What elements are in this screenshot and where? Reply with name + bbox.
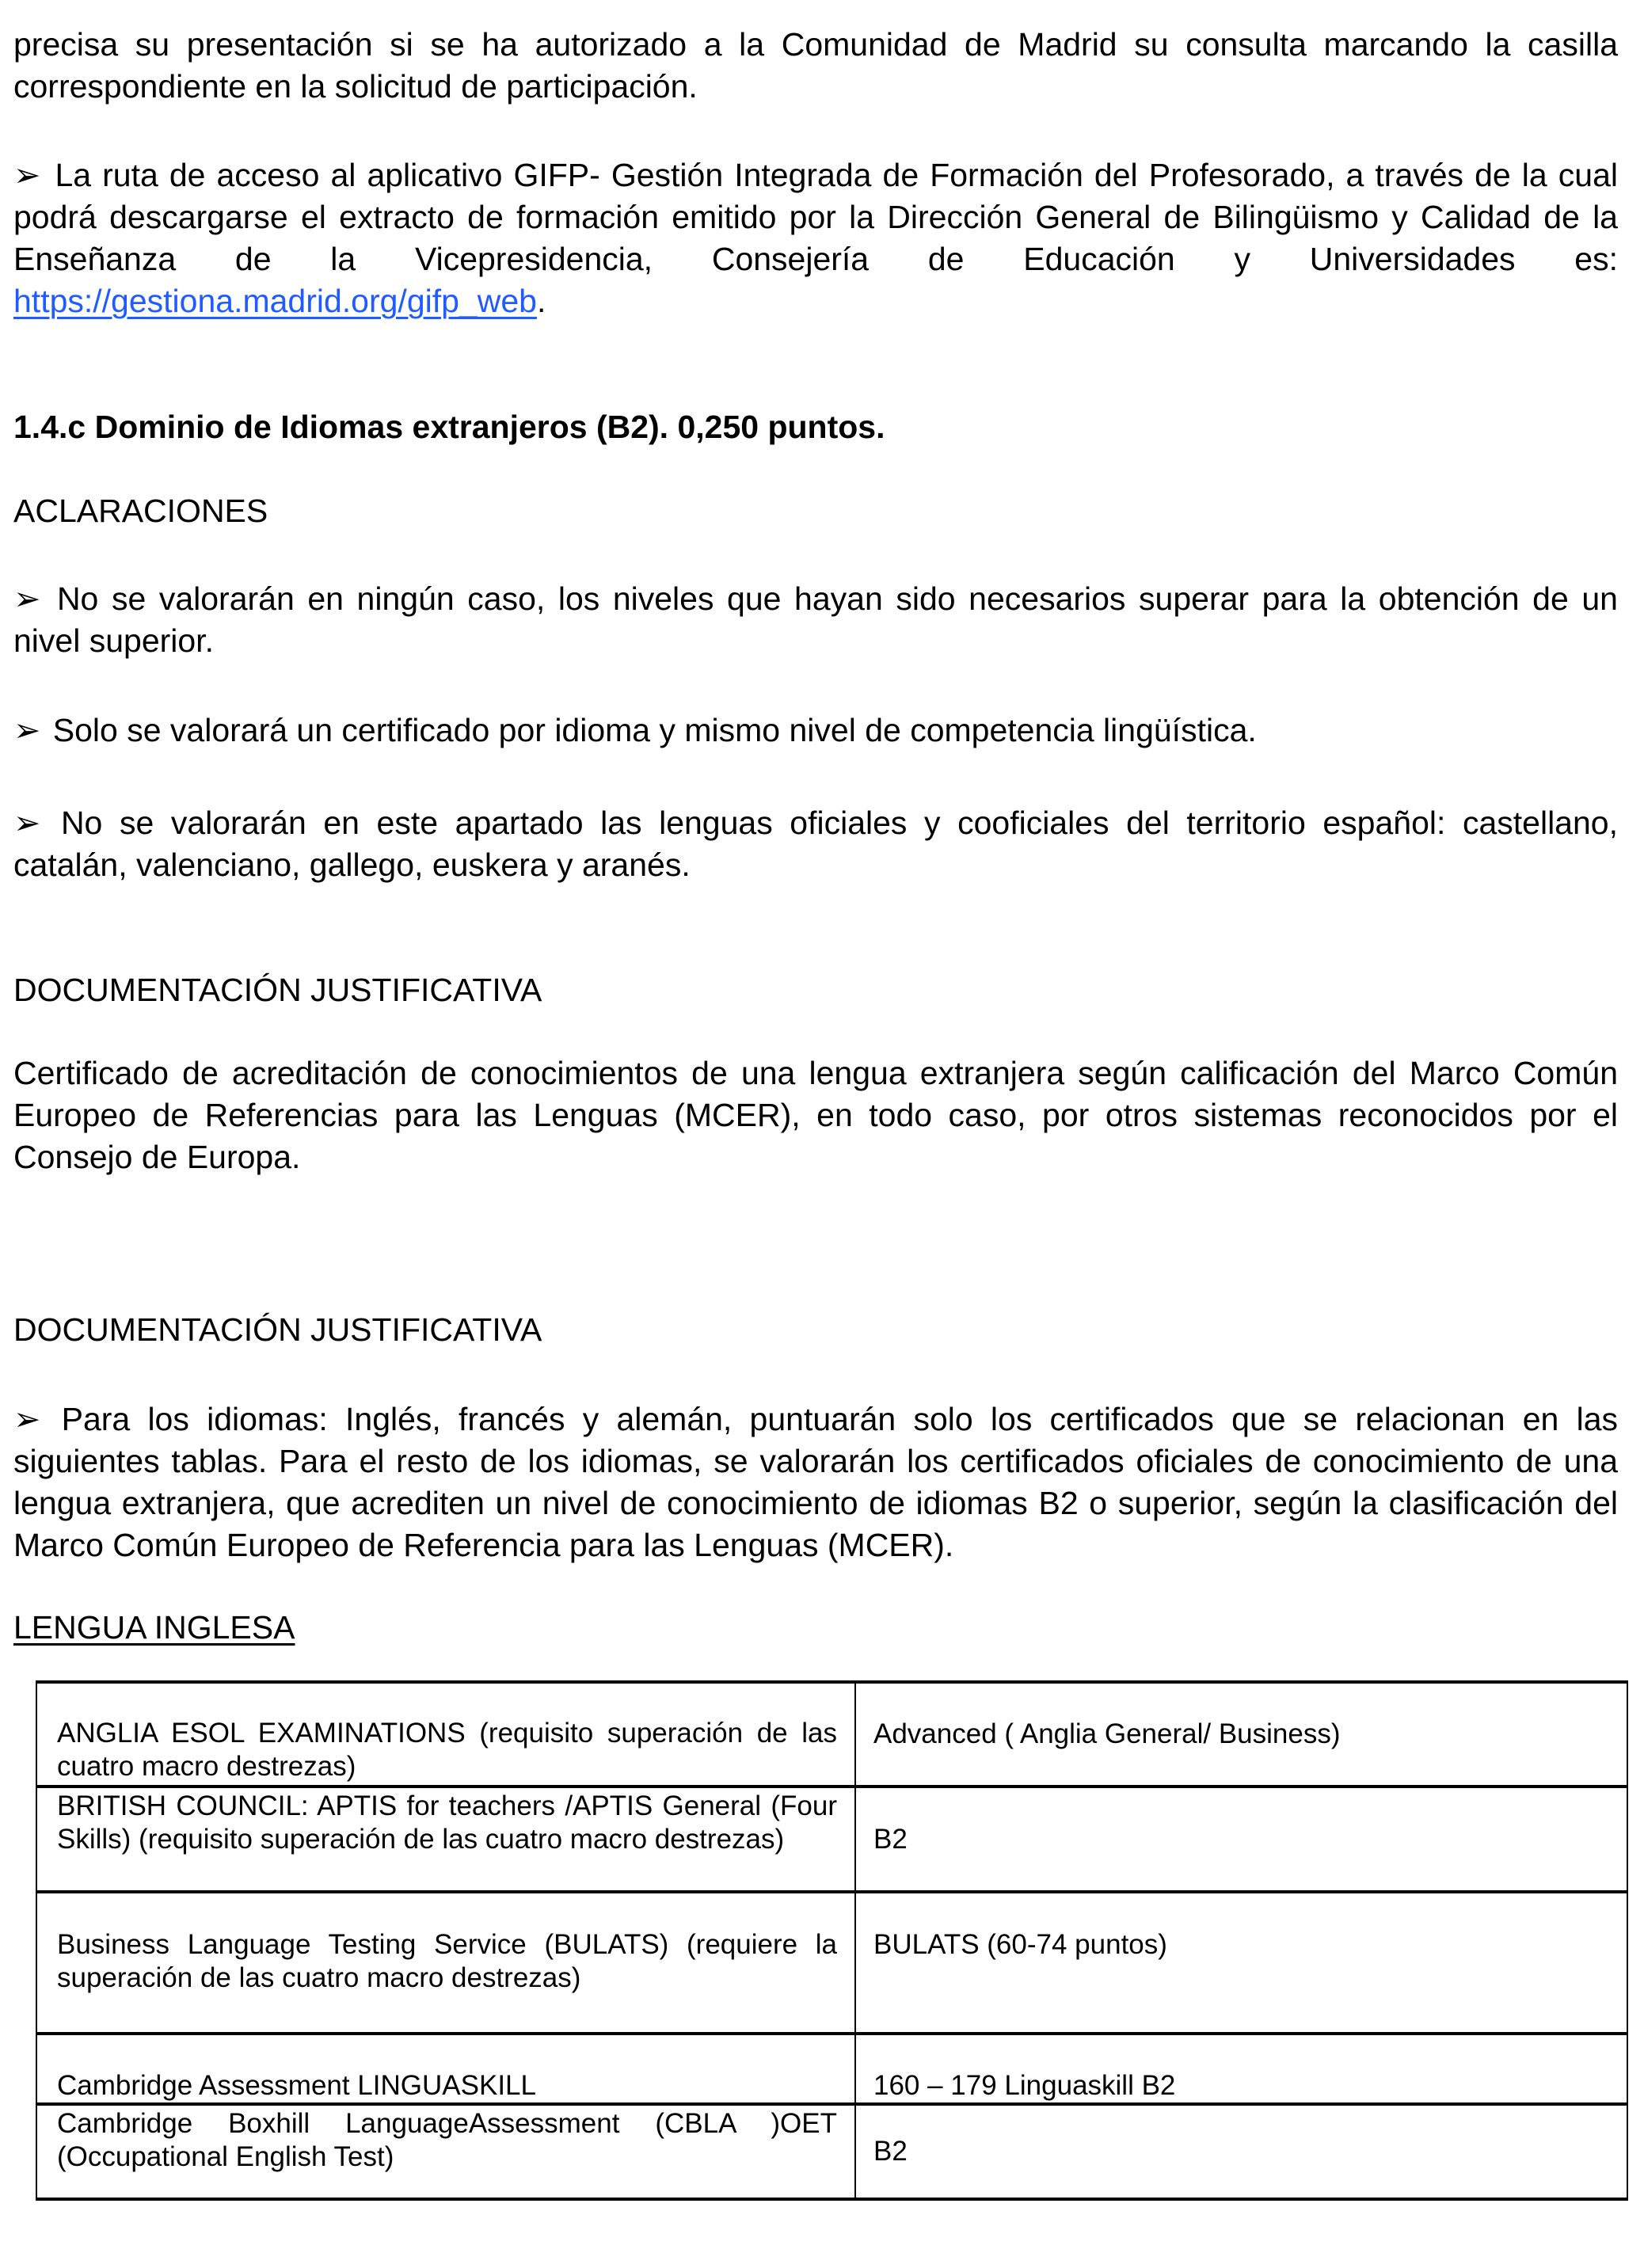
level-cell: Advanced ( Anglia General/ Business) bbox=[855, 1682, 1627, 1787]
certificate-cell: ANGLIA ESOL EXAMINATIONS (requisito superación de las cuatro macro destrezas) bbox=[36, 1682, 855, 1787]
table-row bbox=[36, 1892, 1627, 2034]
gifp-text: La ruta de acceso al aplicativo GIFP- Gestión Integrada de Formación del Profesorado, a través de la cual podrá descargarse el extracto de formación emitido por la Dirección General de Bilingüismo y Calidad de la Enseñanza de la Vicepresidencia, Consejería de Educación y Universidades es: bbox=[13, 157, 1618, 277]
certificate-cell: Cambridge Boxhill LanguageAssessment (CBLA )OET (Occupational English Test) bbox=[36, 2104, 855, 2199]
certificate-cell: Business Language Testing Service (BULATS) (requiere la superación de las cuatro macro destrezas) bbox=[36, 1892, 855, 2034]
arrow-bullet-icon: ➢ bbox=[13, 157, 41, 193]
gifp-paragraph bbox=[13, 154, 1618, 322]
section-heading: 1.4.c Dominio de Idiomas extranjeros (B2). 0,250 puntos. bbox=[13, 409, 885, 445]
arrow-bullet-icon: ➢ bbox=[13, 1401, 41, 1437]
arrow-bullet-icon: ➢ bbox=[13, 580, 41, 617]
gifp-web-link[interactable]: https://gestiona.madrid.org/gifp_web bbox=[13, 283, 537, 319]
aclaraciones-heading: ACLARACIONES bbox=[13, 493, 268, 529]
level-cell: BULATS (60-74 puntos) bbox=[855, 1892, 1627, 2034]
table-row bbox=[36, 2034, 1627, 2104]
documentacion-bullet-2 bbox=[13, 1398, 1618, 1566]
documentacion-heading-1: DOCUMENTACIÓN JUSTIFICATIVA bbox=[13, 972, 542, 1008]
level-cell: B2 bbox=[855, 1787, 1627, 1892]
certificate-cell: Cambridge Assessment LINGUASKILL bbox=[36, 2034, 855, 2104]
table-row bbox=[36, 1682, 1627, 1787]
documentacion-heading-2: DOCUMENTACIÓN JUSTIFICATIVA bbox=[13, 1311, 542, 1348]
aclaracion-text: Solo se valorará un certificado por idioma y mismo nivel de competencia lingüística. bbox=[52, 712, 1257, 748]
lengua-inglesa-table bbox=[36, 1680, 1628, 2201]
aclaracion-text: No se valorarán en ningún caso, los niveles que hayan sido necesarios superar para la obtención de un nivel superior. bbox=[13, 580, 1618, 659]
arrow-bullet-icon: ➢ bbox=[13, 805, 41, 841]
level-cell: 160 – 179 Linguaskill B2 bbox=[855, 2034, 1627, 2104]
level-cell: B2 bbox=[855, 2104, 1627, 2199]
lengua-inglesa-heading bbox=[13, 1607, 295, 1649]
lengua-inglesa-title: LENGUA INGLESA bbox=[13, 1609, 295, 1646]
table-row bbox=[36, 1787, 1627, 1892]
aclaracion-text: No se valorarán en este apartado las lenguas oficiales y cooficiales del territorio español: castellano, catalán, valenciano, gallego, euskera y aranés. bbox=[13, 805, 1618, 883]
documentacion-text-2: Para los idiomas: Inglés, francés y alemán, puntuarán solo los certificados que se relacionan en las siguientes tablas. Para el resto de los idiomas, se valorarán los certificados oficiales de conocimiento de una lengua extranjera, que acrediten un nivel de conocimiento de idiomas B2 o superior, según la clasificación del Marco Común Europeo de Referencia para las Lenguas (MCER). bbox=[13, 1401, 1618, 1563]
certificate-cell: BRITISH COUNCIL: APTIS for teachers /APTIS General (Four Skills) (requisito superación de las cuatro macro destrezas) bbox=[36, 1787, 855, 1892]
documentacion-text-1: Certificado de acreditación de conocimientos de una lengua extranjera según calificación del Marco Común Europeo de Referencias para las Lenguas (MCER), en todo caso, por otros sistemas reconocidos por el Consejo de Europa. bbox=[13, 1055, 1618, 1175]
aclaracion-bullet-1 bbox=[13, 578, 1618, 662]
link-suffix: . bbox=[536, 283, 546, 319]
intro-paragraph: precisa su presentación si se ha autorizado a la Comunidad de Madrid su consulta marcando la casilla correspondiente en la solicitud de participación. bbox=[13, 26, 1618, 105]
aclaracion-bullet-3 bbox=[13, 802, 1618, 886]
arrow-bullet-icon: ➢ bbox=[13, 712, 41, 748]
table-row bbox=[36, 2104, 1627, 2199]
aclaracion-bullet-2 bbox=[13, 710, 1618, 752]
